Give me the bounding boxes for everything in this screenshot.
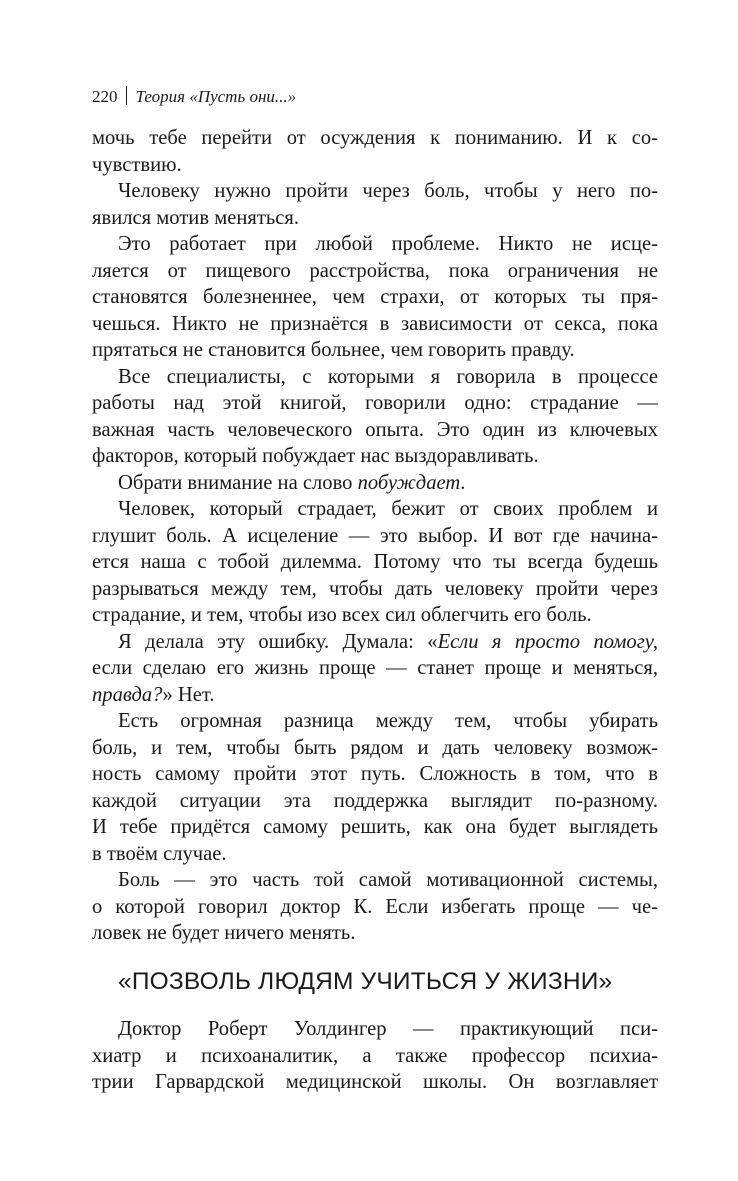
text-line: факторов, который побуждает нас выздоравливать. — [92, 445, 539, 467]
text-line: Есть огромная разница между тем, чтобы убирать — [118, 710, 658, 732]
running-head — [92, 86, 296, 108]
text-line: глушит боль. А исцеление — это выбор. И вот где начина- — [92, 524, 658, 547]
book-title: Теория «Пусть они...» — [135, 87, 297, 106]
text-line: становятся болезненнее, чем страхи, от которых ты пря- — [92, 286, 658, 308]
text-line: мочь тебе перейти от осуждения к пониманию. И к со- — [92, 127, 658, 149]
emphasis-quote: Если я просто помогу, — [437, 630, 658, 653]
emphasis-word: побуждает — [357, 471, 461, 494]
emphasis-quote-line: если сделаю его жизнь проще — станет проще и меняться, — [92, 657, 658, 679]
section-heading: «ПОЗВОЛЬ ЛЮДЯМ УЧИТЬСЯ У ЖИЗНИ» — [118, 968, 613, 995]
section-body-text — [92, 1016, 658, 1096]
text-line: о которой говорил доктор К. Если избегать проще — че- — [92, 895, 658, 918]
text-line: хиатр и психоаналитик, а также профессор психиа- — [92, 1044, 658, 1067]
text-line: ется наша с тобой дилемма. Потому что ты всегда будешь — [92, 551, 658, 573]
text-segment: Я делала эту ошибку. Думала: « — [118, 630, 438, 653]
text-line: прятаться не становится больнее, чем говорить правду. — [92, 339, 575, 361]
text-line: явился мотив меняться. — [92, 206, 300, 229]
text-line: разрываться между тем, чтобы дать человеку пройти через — [92, 577, 658, 600]
body-text — [92, 125, 658, 947]
text-line: чешься. Никто не признаётся в зависимости от секса, пока — [92, 312, 658, 335]
text-line: чувствию. — [92, 153, 182, 176]
text-line: боль, и тем, чтобы быть рядом и дать человеку возмож- — [92, 736, 658, 759]
text-line: Все специалисты, с которыми я говорила в процессе — [118, 365, 658, 388]
text-line: важная часть человеческого опыта. Это один из ключевых — [92, 418, 658, 441]
text-line-mixed — [92, 629, 658, 656]
text-line: в твоём случае. — [92, 842, 227, 865]
text-line: страдание, и тем, чтобы изо всех сил облегчить его боль. — [92, 604, 592, 626]
text-line: ляется от пищевого расстройства, пока ограничения не — [92, 259, 658, 282]
text-line: Это работает при любой проблеме. Никто не исце- — [118, 233, 658, 255]
text-line: работы над этой книгой, говорили одно: страдание — — [92, 392, 658, 414]
text-segment: . — [460, 471, 466, 494]
text-line: трии Гарвардской медицинской школы. Он возглавляет — [92, 1071, 658, 1093]
text-line: каждой ситуации эта поддержка выглядит по-разному. — [92, 789, 658, 812]
text-line: И тебе придётся самому решить, как она будет выглядеть — [92, 816, 658, 838]
text-line-mixed — [92, 470, 658, 497]
page-number: 220 — [92, 87, 118, 106]
emphasis-quote: правда? — [92, 683, 163, 706]
text-line: ловек не будет ничего менять. — [92, 922, 356, 944]
text-segment: Обрати внимание на слово — [118, 471, 358, 494]
text-line: Человеку нужно пройти через боль, чтобы у него по- — [118, 180, 658, 202]
text-segment: » Нет. — [162, 683, 215, 706]
text-line: Доктор Роберт Уолдингер — практикующий пси- — [118, 1018, 658, 1040]
text-line: ность самому пройти этот путь. Сложность в том, что в — [92, 763, 658, 785]
text-line: Человек, который страдает, бежит от своих проблем и — [118, 498, 658, 520]
text-line: Боль — это часть той самой мотивационной системы, — [118, 869, 658, 891]
running-head-divider — [126, 86, 127, 105]
text-line-mixed — [92, 682, 658, 709]
